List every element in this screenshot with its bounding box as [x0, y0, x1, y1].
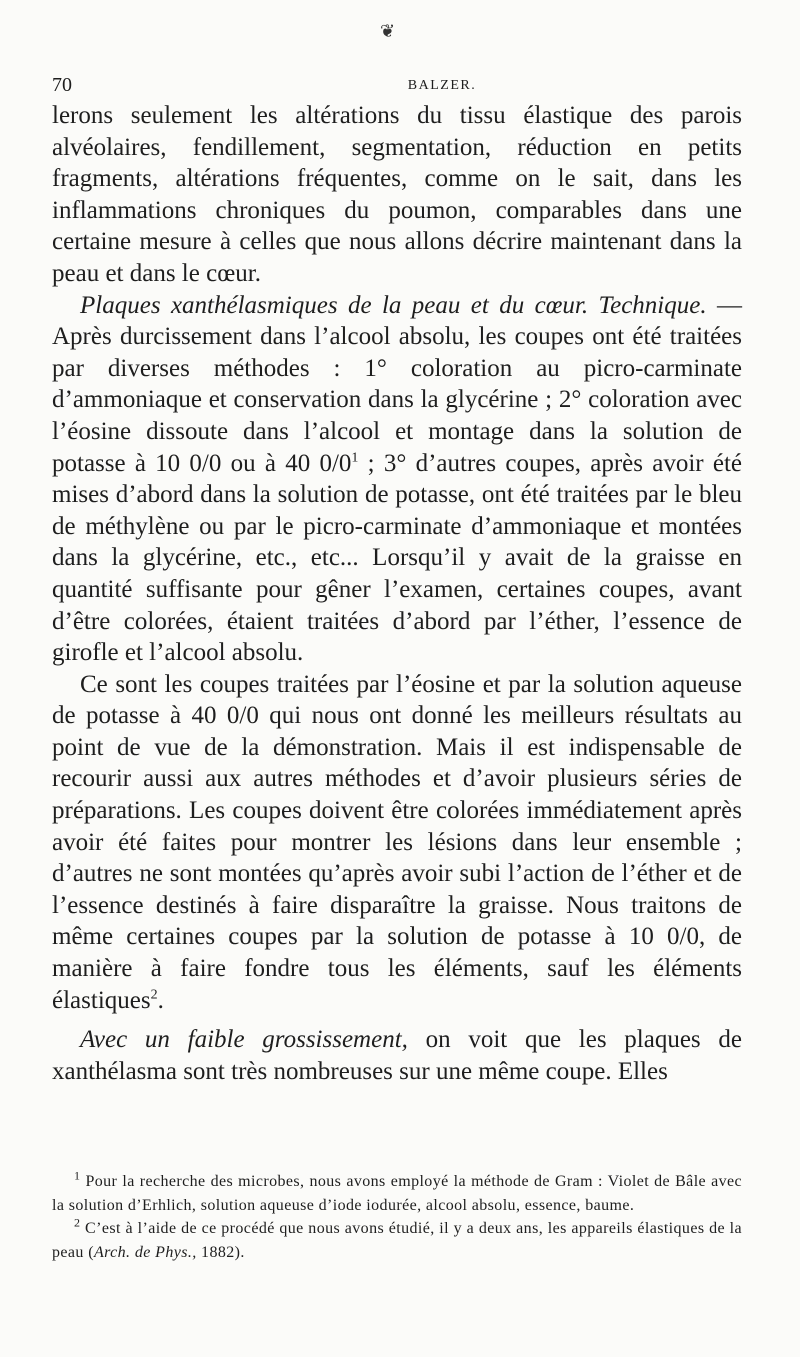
section-title-italic: Plaques xanthélasmiques de la peau et du cœur. Technique. — [80, 291, 707, 319]
footnote-2-text-b: 1882). — [196, 1243, 245, 1261]
paragraph-1-text: lerons seulement les altérations du tissu élastique des parois alvéolaires, fendillement, segmentation, réduction en petits fragments, altérations fréquentes, comme on le sait, dans les inflammations chroniques du poumon, comparables dans une certaine mesure à celles que nous allons décrire maintenant dans la peau et dans le cœur. — [52, 102, 742, 287]
body-text — [52, 100, 742, 1087]
paragraph-3 — [52, 669, 742, 1017]
paragraph-4 — [52, 1024, 742, 1087]
ornament-mark: ❦ — [380, 21, 396, 41]
paragraph-3-text-b: . — [157, 986, 164, 1014]
paragraph-1 — [52, 100, 742, 290]
paragraph-4-italic: Avec un faible grossissement, — [80, 1026, 408, 1054]
paragraph-2-text-a: — Après durcissement dans l’alcool absolu, les coupes ont été traitées par diverses méthodes : 1° coloration au picro-carminate d’ammoniaque et conservation dans la glycérine ; 2° coloration avec l’éosine dissoute dans l’alcool et montage dans la solution de potasse à 10 0/0 ou à 40 0/0 — [52, 291, 743, 477]
paragraph-2 — [52, 290, 742, 669]
footnote-2-mark: 2 — [74, 1215, 81, 1230]
footnote-1 — [52, 1170, 742, 1217]
footnote-2-italic: Arch. de Phys., — [93, 1243, 197, 1261]
page-number: 70 — [52, 74, 72, 96]
paragraph-2-text-b: ; 3° d’autres coupes, après avoir été mises d’abord dans la solution de potasse, ont été traitées par le bleu de méthylène ou par le picro-carminate d’ammoniaque et montées dans la glycérine, etc., etc... Lorsqu’il y avait de la graisse en quantité suffisante pour gêner l’examen, certaines coupes, avant d’être colorées, étaient traitées d’abord par l’éther, l’essence de girofle et l’alcool absolu. — [52, 449, 743, 667]
footnote-1-mark: 1 — [74, 1168, 81, 1183]
footnote-2 — [52, 1217, 742, 1264]
paragraph-4-text: on voit que les plaques de xanthélasma sont très nombreuses sur une même coupe. Elles — [52, 1026, 742, 1085]
footnote-ref-1: 1 — [351, 450, 359, 466]
running-head — [52, 74, 742, 98]
running-head-author: BALZER. — [407, 78, 477, 93]
paragraph-3-text-a: Ce sont les coupes traitées par l’éosine et par la solution aqueuse de potasse à 40 0/0 qui nous ont donné les meilleurs résultats au point de vue de la démonstration. Mais il est indispensable de recourir aussi aux autres méthodes et d’avoir plusieurs séries de préparations. Les coupes doivent être colorées immédiatement après avoir été faites pour montrer les lésions dans leur ensemble ; d’autres ne sont montées qu’après avoir subi l’action de l’éther et de l’essence destinés à faire disparaître la graisse. Nous traitons de même certaines coupes par la solution de potasse à 10 0/0, de manière à faire fondre tous les éléments, sauf les éléments élastiques — [52, 670, 742, 1014]
footnote-1-text: Pour la recherche des microbes, nous avons employé la méthode de Gram : Violet de Bâle avec la solution d’Erhlich, solution aqueuse d’iode iodurée, alcool absolu, essence, baume. — [52, 1173, 742, 1214]
footnotes — [52, 1170, 742, 1264]
footnote-ref-2: 2 — [150, 987, 158, 1003]
footnote-2-text-a: C’est à l’aide de ce procédé que nous avons étudié, il y a deux ans, les appareils élastiques de la peau ( — [52, 1220, 742, 1261]
